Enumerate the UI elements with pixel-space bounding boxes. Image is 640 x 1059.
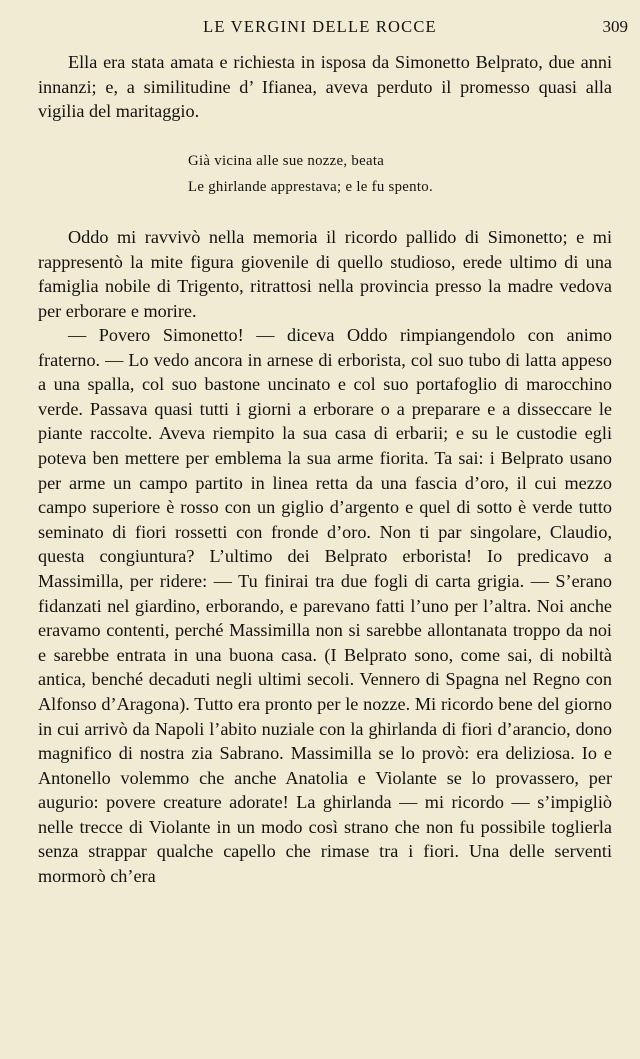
verse-line: Le ghirlande apprestava; e le fu spento. [188, 179, 433, 195]
page-number: 309 [602, 17, 628, 36]
paragraph: Oddo mi ravvivò nella memoria il ricordo pallido di Simonetto; e mi rappresentò la mite figura giovenile di quello studioso, erede ultimo di una famiglia nobile di Trigento, ritrattosi nella provincia presso la madre vedova per erborare e morire. [38, 227, 612, 321]
paragraph: — Povero Simonetto! — diceva Oddo rimpiangendolo con animo fraterno. — Lo vedo ancora in arnese di erborista, col suo tubo di latta appeso a una spalla, col suo bastone uncinato e col suo portafoglio di marocchino verde. Passava quasi tutti i giorni a erborare o a preparare e a disseccare le piante raccolte. Aveva riempito la sua casa di erbarii; e su le custodie egli poteva ben mettere per emblema la sua arme fiorita. Ta sai: i Belprato usano per arme un campo partito in linea retta da una fascia d’oro, il cui mezzo campo superiore è rosso con un giglio d’argento e quel di sotto è verde tutto seminato di fiori rossetti con fronde d’oro. Non ti par singolare, Claudio, questa congiuntura? L’ultimo dei Belprato erborista! Io predicavo a Massimilla, per ridere: — Tu finirai tra due fogli di carta grigia. — S’erano fidanzati nel giardino, erborando, e parevano fatti l’uno per l’altra. Noi anche eravamo contenti, perché Massimilla non si sarebbe allontanata troppo da noi e sarebbe entrata in una buona casa. (I Belprato sono, come sai, di nobiltà antica, benché decaduti negli ultimi secoli. Vennero di Spagna nel Regno con Alfonso d’Aragona). Tutto era pronto per le nozze. Mi ricordo bene del giorno in cui arrivò da Napoli l’abito nuziale con la ghirlanda di fiori d’arancio, dono magnifico di nostra zia Sabrano. Massimilla se lo provò: era deliziosa. Io e Antonello volemmo che anche Anatolia e Violante se lo provassero, per augurio: povere creature adorate! La ghirlanda — mi ricordo — s’impigliò nelle trecce di Violante in un modo così strano che non fu possibile toglierla senza strappar qualche capello che rimase tra i fiori. Una delle serventi mormorò ch’era [38, 325, 612, 887]
verse-line: Già vicina alle sue nozze, beata [188, 153, 385, 169]
paragraph: Ella era stata amata e richiesta in isposa da Simonetto Belprato, due anni innanzi; e, a similitudine d’ Ifianea, aveva perduto il promesso quasi alla vigilia del maritaggio. [38, 52, 612, 122]
running-title: LE VERGINI DELLE ROCCE [203, 17, 437, 36]
running-header [0, 14, 640, 40]
verse-quotation [188, 148, 518, 200]
